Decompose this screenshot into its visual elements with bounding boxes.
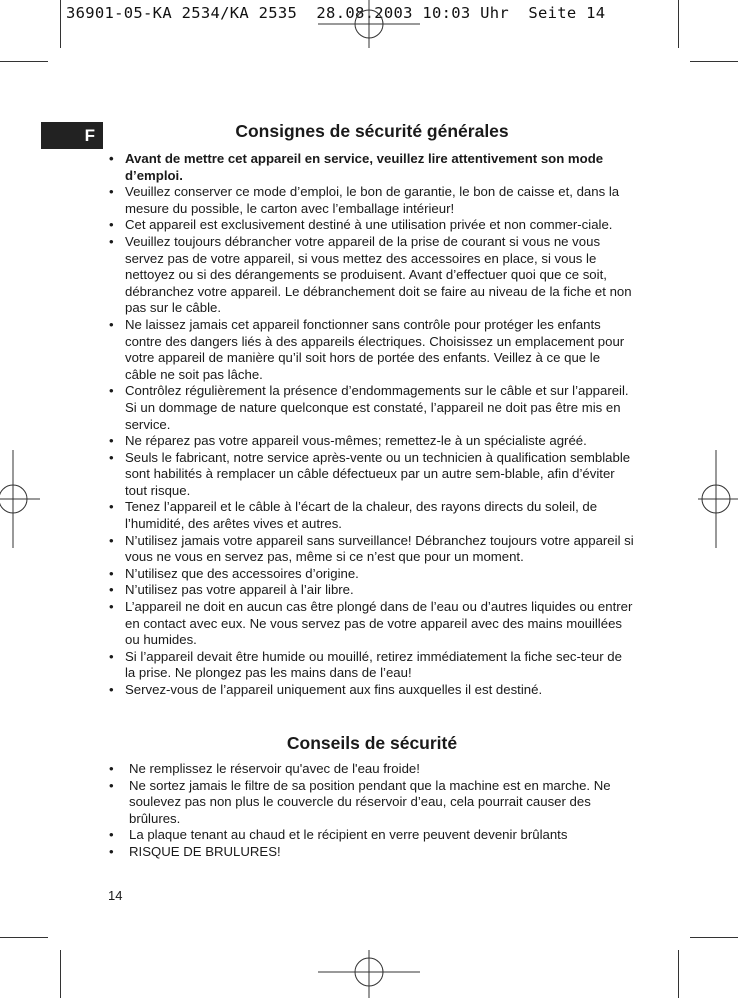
list-item: • Contrôlez régulièrement la présence d’endommagements sur le câble et sur l’appareil. Si un dommage de nature quelconque est constaté, l’appareil ne doit pas être mis en service. — [108, 383, 634, 433]
list-item: • Avant de mettre cet appareil en service, veuillez lire attentivement son mode d’emploi. — [108, 151, 634, 184]
safety-tips-list — [108, 761, 634, 861]
page-number: 14 — [108, 888, 123, 903]
list-item: • Veuillez conserver ce mode d’emploi, le bon de garantie, le bon de caisse et, dans la mesure du possible, le carton avec l’emballage intérieur! — [108, 184, 634, 217]
list-item: • Ne sortez jamais le filtre de sa position pendant que la machine est en marche. Ne soulevez pas non plus le couvercle du réservoir d’eau, cela pourrait causer des brûlures. — [108, 778, 634, 828]
print-slug: 36901-05-KA 2534/KA 2535 28.08.2003 10:03 Uhr Seite 14 — [66, 4, 606, 22]
list-item: • Servez-vous de l’appareil uniquement aux fins auxquelles il est destiné. — [108, 682, 634, 699]
list-item: • Si l’appareil devait être humide ou mouillé, retirez immédiatement la fiche sec-teur de la prise. Ne plongez pas les mains dans de l’eau! — [108, 649, 634, 682]
list-item: • Veuillez toujours débrancher votre appareil de la prise de courant si vous ne vous servez pas de votre appareil, si vous mettez des accessoires en place, si vous le nettoyez ou si des dérangements se produisent. Avant d’effectuer quoi que ce soit, débranchez votre appareil. Le débranchement doit se faire au niveau de la fiche et non pas sur le câble. — [108, 234, 634, 317]
list-item: • Cet appareil est exclusivement destiné à une utilisation privée et non commer-ciale. — [108, 217, 634, 234]
language-tab: F — [41, 122, 103, 149]
list-item: • N’utilisez pas votre appareil à l’air libre. — [108, 582, 634, 599]
registration-mark-right — [698, 450, 738, 548]
list-item: • L’appareil ne doit en aucun cas être plongé dans de l’eau ou d’autres liquides ou entrer en contact avec eux. Ne vous servez pas de votre appareil avec des mains mouillées ou humides. — [108, 599, 634, 649]
list-item: • Ne laissez jamais cet appareil fonctionner sans contrôle pour protéger les enfants contre des dangers liés à des appareils électriques. Choisissez un emplacement pour votre appareil de manière qu’il soit hors de portée des enfants. Veillez à ce que le câble ne soit pas lâche. — [108, 317, 634, 383]
section-title-safety-tips: Conseils de sécurité — [286, 733, 458, 753]
list-item: • La plaque tenant au chaud et le récipient en verre peuvent devenir brûlants — [108, 827, 634, 844]
list-item: • Seuls le fabricant, notre service après-vente ou un technicien à qualification semblable sont habilités à remplacer un câble défectueux par un autre sem-blable, afin d’éviter tout risque. — [108, 450, 634, 500]
list-item: • N’utilisez jamais votre appareil sans surveillance! Débranchez toujours votre appareil si vous ne vous en servez pas, même si ce n’est que pour un moment. — [108, 533, 634, 566]
list-item: • Ne remplissez le réservoir qu'avec de l'eau froide! — [108, 761, 634, 778]
registration-mark-left — [0, 450, 40, 548]
registration-mark-bottom — [318, 950, 420, 998]
list-item: • Ne réparez pas votre appareil vous-mêmes; remettez-le à un spécialiste agréé. — [108, 433, 634, 450]
list-item: • RISQUE DE BRULURES! — [108, 844, 634, 861]
list-item: • N’utilisez que des accessoires d’origine. — [108, 566, 634, 583]
list-item: • Tenez l’appareil et le câble à l’écart de la chaleur, des rayons directs du soleil, de l’humidité, des arêtes vives et autres. — [108, 499, 634, 532]
section-title-general-safety: Consignes de sécurité générales — [235, 121, 509, 141]
general-safety-list — [108, 151, 634, 699]
